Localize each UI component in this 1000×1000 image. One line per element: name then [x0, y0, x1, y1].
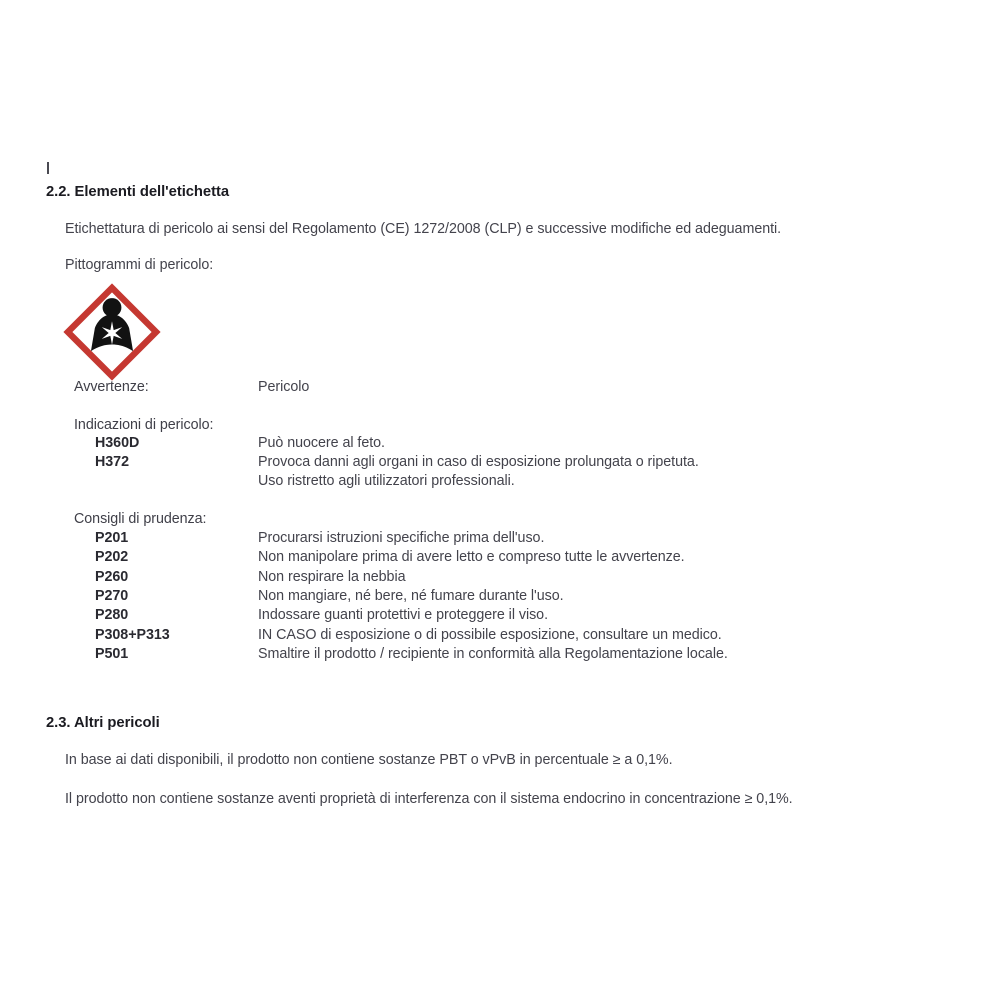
- precaution-row: [95, 530, 544, 546]
- precaution-code: P270: [95, 588, 129, 604]
- ghs08-health-hazard-icon: [63, 283, 161, 381]
- precaution-text: Indossare guanti protettivi e proteggere il viso.: [258, 607, 549, 623]
- precaution-row: [95, 627, 722, 643]
- signal-word-label: Avvertenze:: [74, 379, 149, 395]
- hazard-statements-label: Indicazioni di pericolo:: [74, 417, 214, 433]
- silhouette-head: [103, 298, 122, 317]
- section-2-3-heading: 2.3. Altri pericoli: [46, 715, 160, 731]
- pbt-statement-text: In base ai dati disponibili, il prodotto non contiene sostanze PBT o vPvB in percentuale ≥ a 0,1%.: [65, 752, 673, 768]
- precaution-code: P308+P313: [95, 627, 170, 643]
- hazard-code: H360D: [95, 435, 140, 451]
- precaution-row: [95, 549, 685, 565]
- hazard-code: H372: [95, 454, 129, 470]
- precaution-row: [95, 588, 564, 604]
- precaution-text: IN CASO di esposizione o di possibile esposizione, consultare un medico.: [258, 627, 722, 643]
- hazard-text: Uso ristretto agli utilizzatori professionali.: [258, 473, 515, 489]
- pictograms-label: Pittogrammi di pericolo:: [65, 257, 214, 273]
- precaution-row: [95, 646, 728, 662]
- precaution-text: Non mangiare, né bere, né fumare durante l'uso.: [258, 588, 564, 604]
- precaution-text: Non manipolare prima di avere letto e compreso tutte le avvertenze.: [258, 549, 685, 565]
- cursor-tick-mark: [47, 162, 49, 174]
- precaution-code: P260: [95, 569, 129, 585]
- signal-word-row: [74, 379, 309, 395]
- hazard-row: [95, 454, 699, 470]
- hazard-text: Provoca danni agli organi in caso di esposizione prolungata o ripetuta.: [258, 454, 699, 470]
- hazard-text: Può nuocere al feto.: [258, 435, 385, 451]
- precaution-statements-label: Consigli di prudenza:: [74, 511, 207, 527]
- precaution-code: P501: [95, 646, 129, 662]
- precaution-row: [95, 569, 405, 585]
- precaution-code: P201: [95, 530, 129, 546]
- signal-word-value: Pericolo: [258, 379, 310, 395]
- precaution-text: Non respirare la nebbia: [258, 569, 406, 585]
- section-2-2-heading: 2.2. Elementi dell'etichetta: [46, 184, 230, 200]
- hazard-row: [95, 435, 385, 451]
- precaution-text: Procurarsi istruzioni specifiche prima dell'uso.: [258, 530, 545, 546]
- hazard-row-continuation: [95, 473, 515, 489]
- precaution-row: [95, 607, 548, 623]
- precaution-code: P280: [95, 607, 129, 623]
- precaution-code: P202: [95, 549, 129, 565]
- labelling-intro-text: Etichettatura di pericolo ai sensi del Regolamento (CE) 1272/2008 (CLP) e successive modifiche ed adeguamenti.: [65, 221, 782, 237]
- endocrine-statement-text: Il prodotto non contiene sostanze aventi proprietà di interferenza con il sistema endocrino in concentrazione ≥ 0,1%.: [65, 791, 793, 807]
- precaution-text: Smaltire il prodotto / recipiente in conformità alla Regolamentazione locale.: [258, 646, 728, 662]
